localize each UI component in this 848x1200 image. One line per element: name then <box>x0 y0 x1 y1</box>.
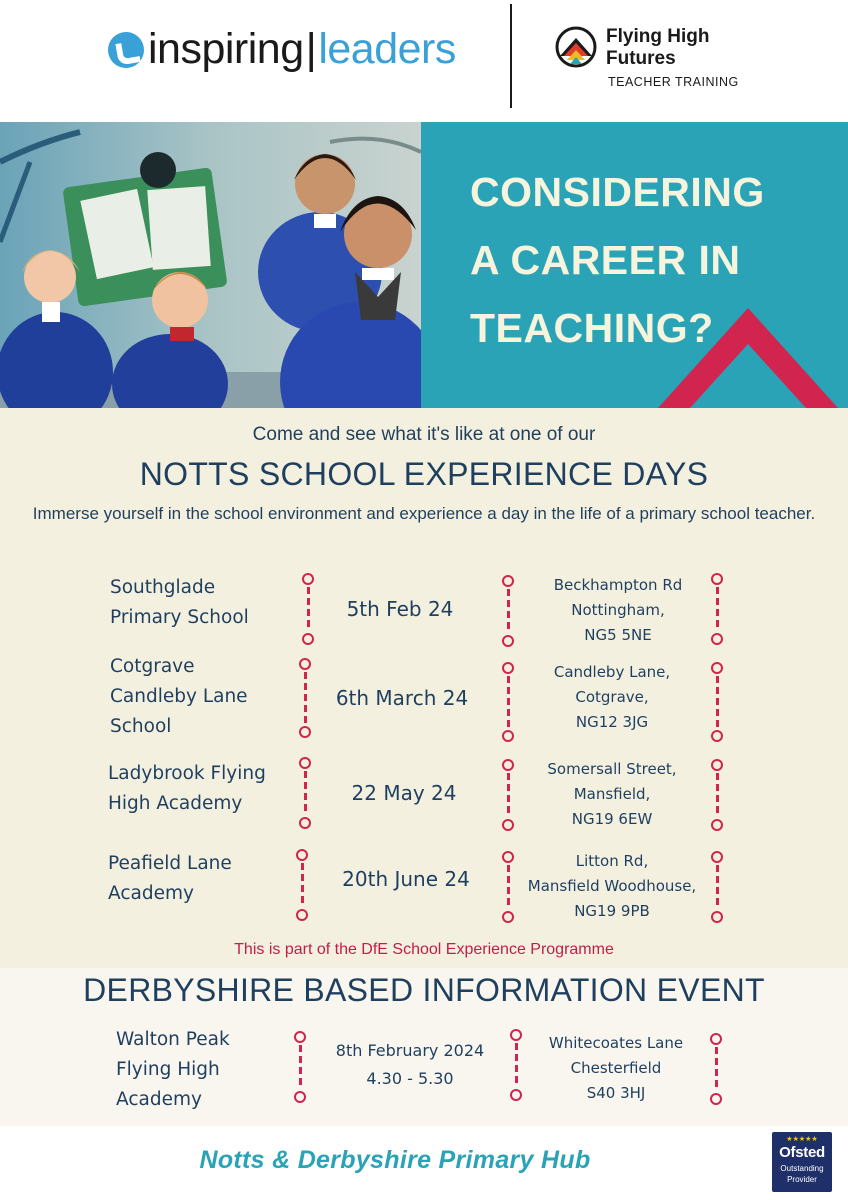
inspiring-leaders-logo <box>108 25 456 73</box>
dfe-programme-note: This is part of the DfE School Experience Programme <box>234 941 614 958</box>
event-address: Litton Rd, Mansfield Woodhouse, NG19 9PB <box>527 852 697 920</box>
event-address: Candleby Lane, Cotgrave, NG12 3JG <box>553 663 671 731</box>
timeline-connector-icon <box>502 759 514 831</box>
header <box>0 0 848 122</box>
timeline-connector-icon <box>299 757 311 829</box>
event-address: Whitecoates Lane Chesterfield S40 3HJ <box>548 1034 684 1102</box>
timeline-connector-icon <box>710 1033 722 1105</box>
ofsted-rating-line-1: Outstanding <box>780 1164 824 1173</box>
timeline-connector-icon <box>510 1029 522 1101</box>
timeline-connector-icon <box>711 662 723 742</box>
timeline-connector-icon <box>711 573 723 645</box>
timeline-connector-icon <box>296 849 308 921</box>
stars-icon: ★★★★★ <box>786 1136 818 1143</box>
timeline-connector-icon <box>502 662 514 742</box>
headline-line-1: CONSIDERING <box>470 169 765 215</box>
event-school: Southglade Primary School <box>110 577 249 628</box>
timeline-connector-icon <box>502 575 514 647</box>
logo-word-inspiring: inspiring <box>148 25 304 73</box>
chevron-decoration <box>0 122 848 408</box>
ofsted-rating-line-2: Provider <box>787 1175 817 1184</box>
teacher-training-label: TEACHER TRAINING <box>608 75 739 89</box>
flying-high-futures-title: Flying High Futures <box>606 26 710 69</box>
timeline-connector-icon <box>294 1031 306 1103</box>
ofsted-wordmark: Ofsted <box>779 1144 825 1161</box>
ofsted-badge <box>772 1132 832 1192</box>
logo-separator: | <box>305 25 317 73</box>
intro-text: Come and see what it's like at one of our <box>252 424 596 445</box>
hub-name: Notts & Derbyshire Primary Hub <box>199 1146 591 1174</box>
event-date: 22 May 24 <box>351 781 457 805</box>
notts-section-title: NOTTS SCHOOL EXPERIENCE DAYS <box>139 456 709 492</box>
event-date: 20th June 24 <box>342 867 470 891</box>
timeline-connector-icon <box>711 759 723 831</box>
event-date: 8th February 2024 4.30 - 5.30 <box>335 1041 485 1088</box>
headline-line-3: TEACHING? <box>470 305 714 351</box>
event-school: Peafield Lane Academy <box>108 853 232 904</box>
event-school: Ladybrook Flying High Academy <box>108 763 266 814</box>
flying-high-futures-icon <box>555 26 597 68</box>
event-school: Walton Peak Flying High Academy <box>116 1029 230 1110</box>
event-school: Cotgrave Candleby Lane School <box>110 656 248 737</box>
derbyshire-section-title: DERBYSHIRE BASED INFORMATION EVENT <box>83 972 765 1008</box>
timeline-connector-icon <box>711 851 723 923</box>
hero-banner <box>0 122 848 408</box>
logo-word-leaders: leaders <box>318 25 456 73</box>
timeline-connector-icon <box>299 658 311 738</box>
notts-description: Immerse yourself in the school environment and experience a day in the life of a primary school teacher. <box>32 504 816 523</box>
timeline-connector-icon <box>502 851 514 923</box>
event-address: Beckhampton Rd Nottingham, NG5 5NE <box>553 576 683 644</box>
event-date: 6th March 24 <box>335 686 469 710</box>
event-address: Somersall Street, Mansfield, NG19 6EW <box>547 760 677 828</box>
event-date: 5th Feb 24 <box>346 597 454 621</box>
headline-line-2: A CAREER IN <box>470 237 741 283</box>
flying-high-futures-logo <box>555 26 745 96</box>
inspiring-leaders-logo-icon <box>108 32 144 68</box>
timeline-connector-icon <box>302 573 314 645</box>
header-divider <box>510 4 512 108</box>
